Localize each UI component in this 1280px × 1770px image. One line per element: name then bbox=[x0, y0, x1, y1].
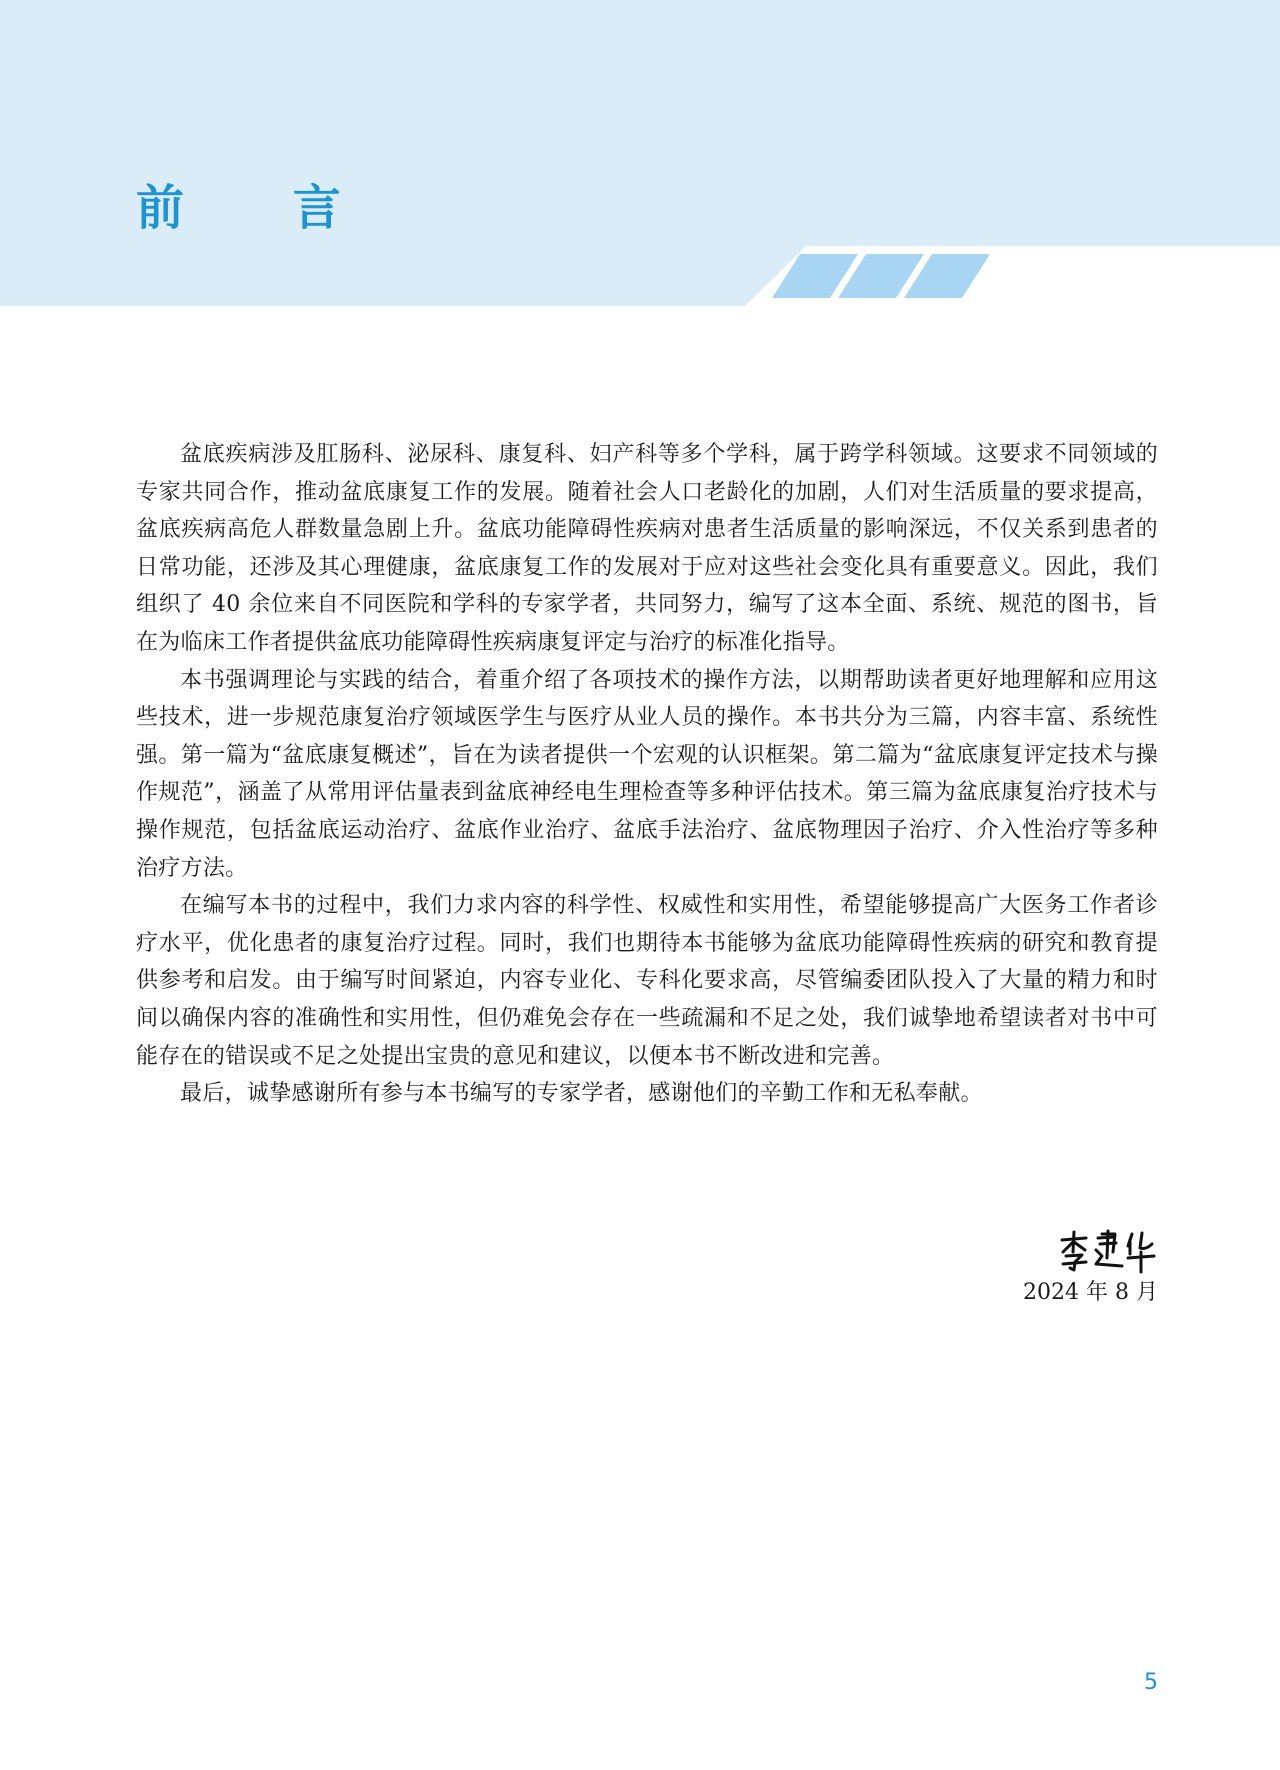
header-decoration bbox=[0, 0, 1280, 306]
handwritten-signature bbox=[1058, 1228, 1158, 1274]
preface-body bbox=[136, 436, 1158, 1113]
paragraph: 盆底疾病涉及肛肠科、泌尿科、康复科、妇产科等多个学科，属于跨学科领域。这要求不同领域的专家共同合作，推动盆底康复工作的发展。随着社会人口老龄化的加剧，人们对生活质量的要求提高，盆底疾病高危人群数量急剧上升。盆底功能障碍性疾病对患者生活质量的影响深远，不仅关系到患者的日常功能，还涉及其心理健康，盆底康复工作的发展对于应对这些社会变化具有重要意义。因此，我们组织了 40 余位来自不同医院和学科的专家学者，共同努力，编写了这本全面、系统、规范的图书，旨在为临床工作者提供盆底功能障碍性疾病康复评定与治疗的标准化指导。 bbox=[136, 442, 1158, 655]
page-title: 前 言 bbox=[136, 180, 387, 236]
page-number: 5 bbox=[1144, 1670, 1158, 1695]
signature-date: 2024 年 8 月 bbox=[1023, 1280, 1158, 1305]
paragraph: 在编写本书的过程中，我们力求内容的科学性、权威性和实用性，希望能够提高广大医务工作者诊疗水平，优化患者的康复治疗过程。同时，我们也期待本书能够为盆底功能障碍性疾病的研究和教育提供参考和启发。由于编写时间紧迫，内容专业化、专科化要求高，尽管编委团队投入了大量的精力和时间以确保内容的准确性和实用性，但仍难免会存在一些疏漏和不足之处，我们诚挚地希望读者对书中可能存在的错误或不足之处提出宝贵的意见和建议，以便本书不断改进和完善。 bbox=[136, 893, 1158, 1069]
paragraph: 本书强调理论与实践的结合，着重介绍了各项技术的操作方法，以期帮助读者更好地理解和应用这些技术，进一步规范康复治疗领域医学生与医疗从业人员的操作。本书共分为三篇，内容丰富、系统性强。第一篇为“盆底康复概述”，旨在为读者提供一个宏观的认识框架。第二篇为“盆底康复评定技术与操作规范”，涵盖了从常用评估量表到盆底神经电生理检查等多种评估技术。第三篇为盆底康复治疗技术与操作规范，包括盆底运动治疗、盆底作业治疗、盆底手法治疗、盆底物理因子治疗、介入性治疗等多种治疗方法。 bbox=[136, 667, 1158, 881]
paragraph: 最后，诚挚感谢所有参与本书编写的专家学者，感谢他们的辛勤工作和无私奉献。 bbox=[180, 1081, 983, 1107]
signature-block bbox=[1023, 1228, 1158, 1310]
